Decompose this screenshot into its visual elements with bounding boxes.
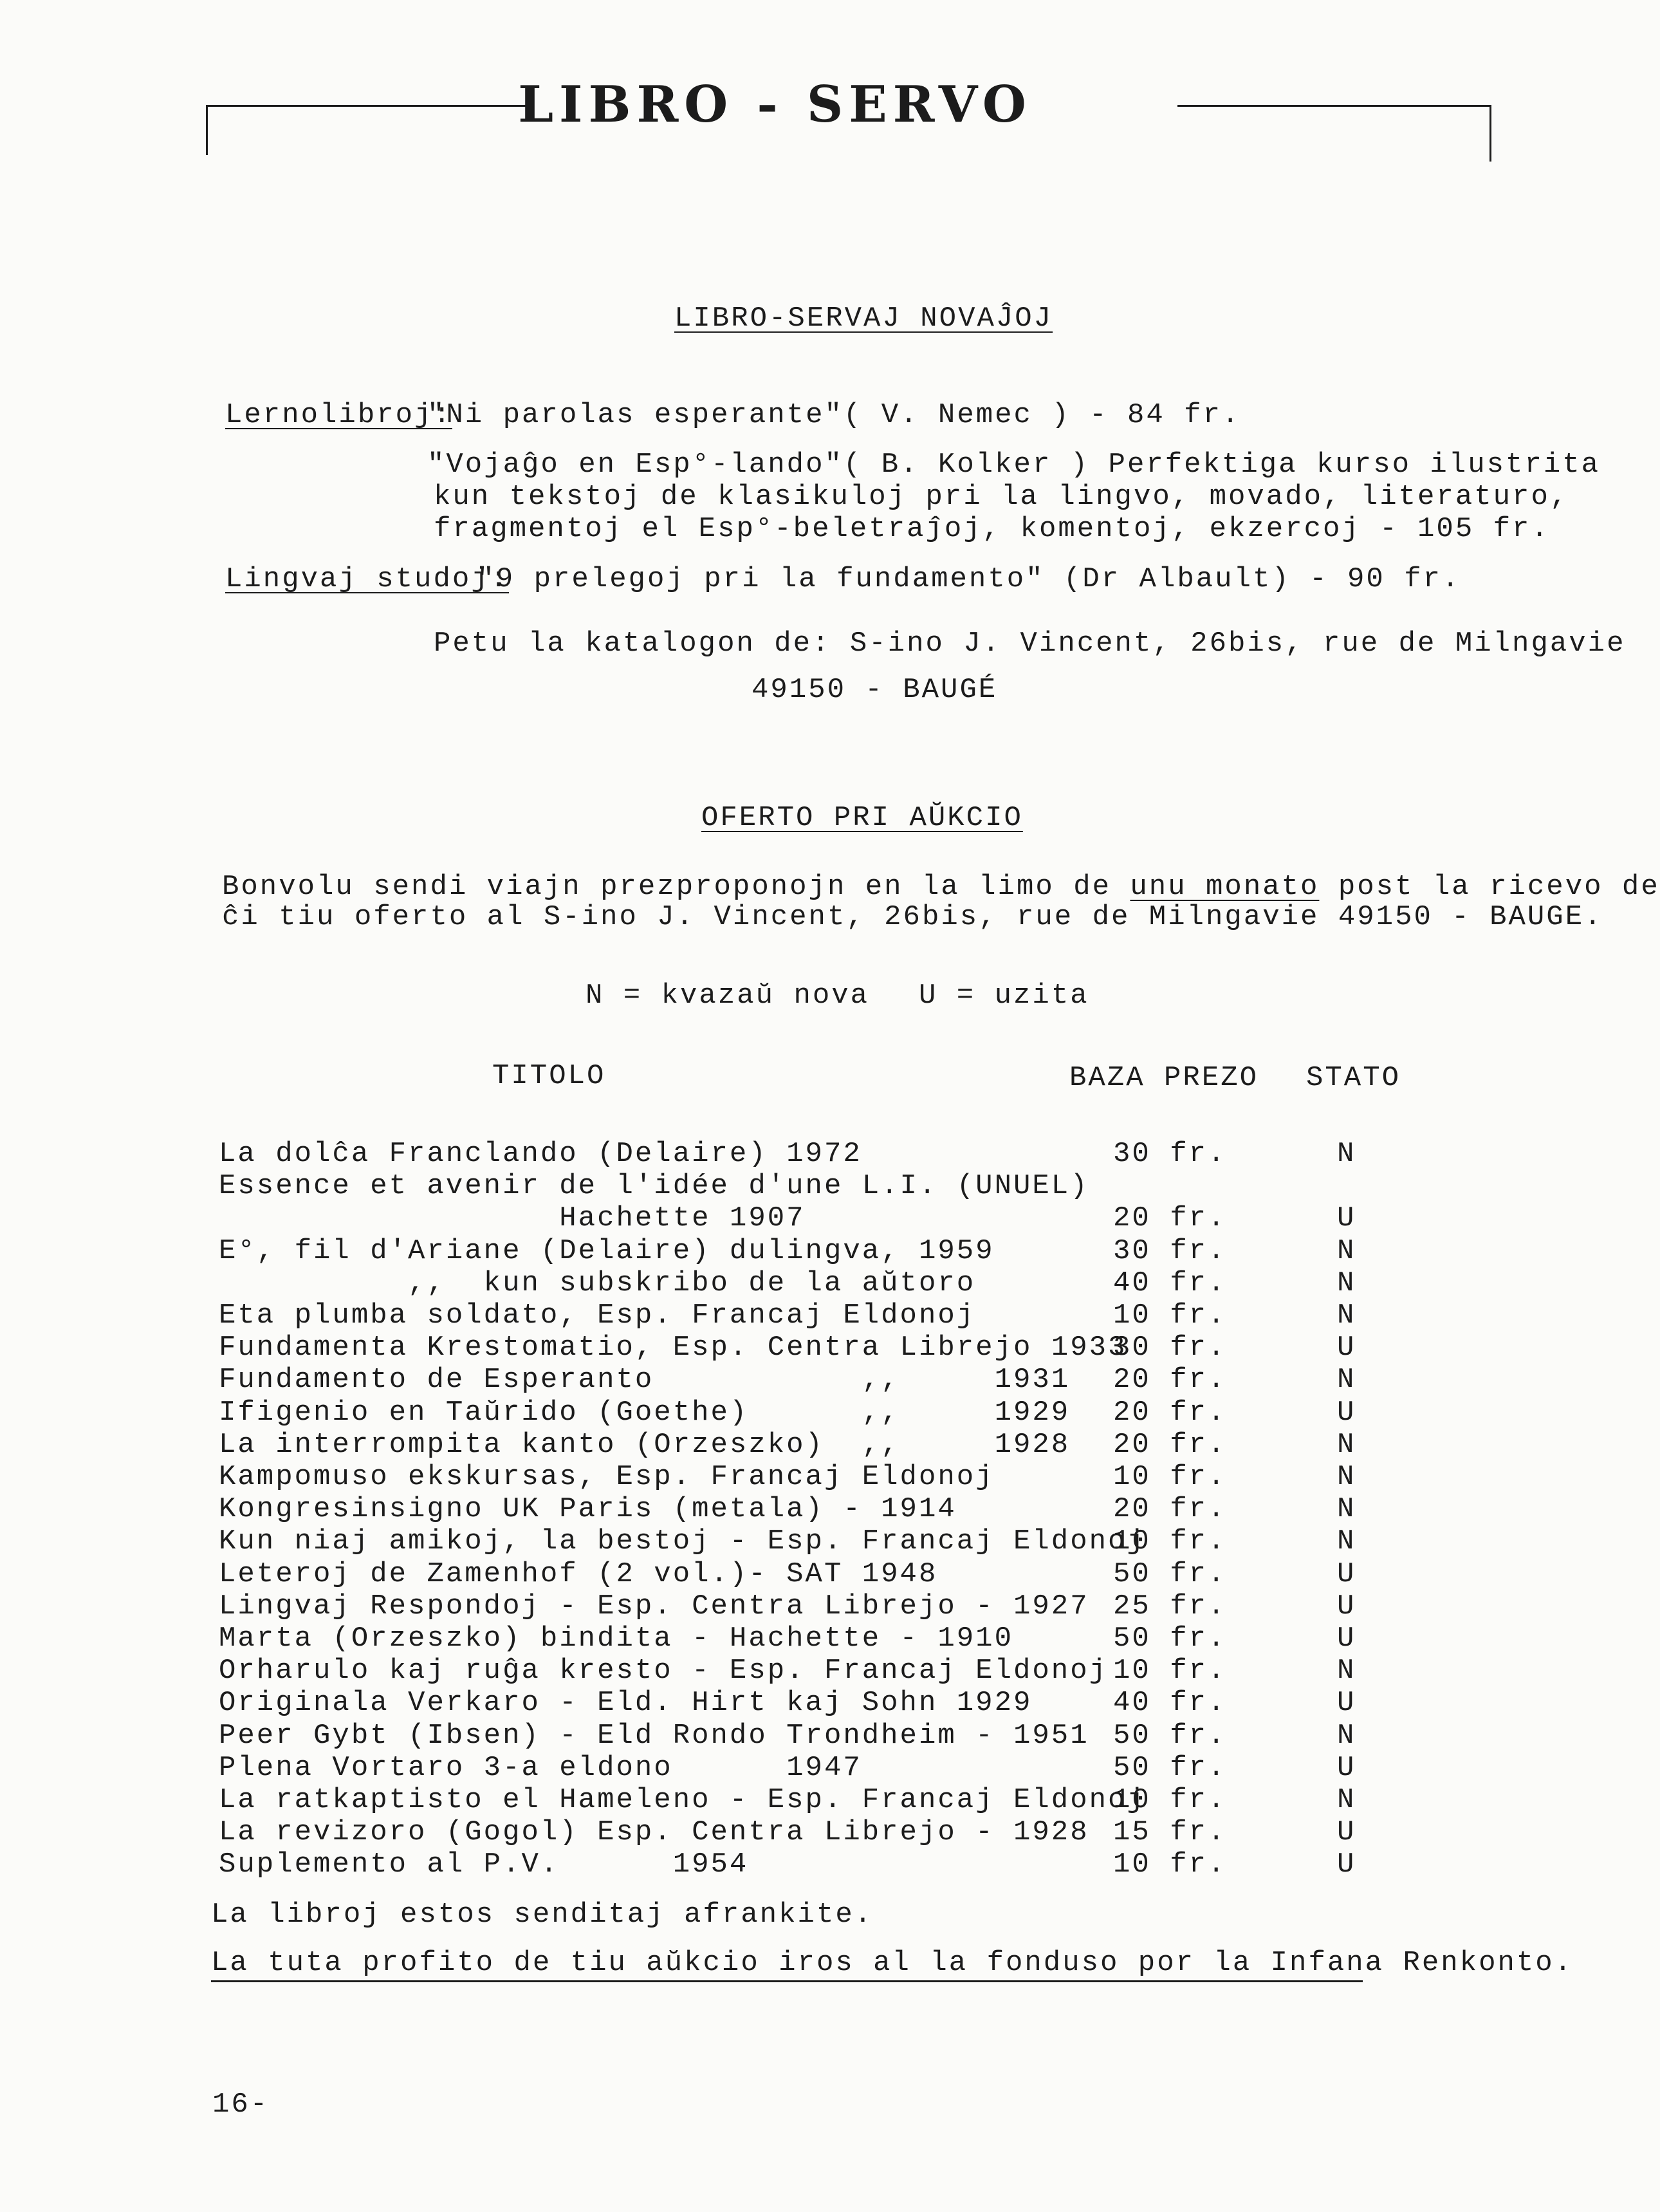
row-price: 15 fr. (1113, 1816, 1227, 1848)
intro-deadline: unu monato (1130, 871, 1320, 903)
row-price: 30 fr. (1113, 1235, 1227, 1267)
row-price: 20 fr. (1113, 1364, 1227, 1396)
row-state: U (1337, 1848, 1356, 1881)
row-title: Essence et avenir de l'idée d'une L.I. (UNUEL) (219, 1170, 1089, 1202)
row-price: 40 fr. (1113, 1267, 1227, 1299)
row-price: 20 fr. (1113, 1493, 1227, 1525)
lernolibroj-line-4: fragmentoj el Esp°-beletraĵoj, komentoj, ekzercoj - 105 fr. (434, 513, 1550, 545)
row-title: Kampomuso ekskursas, Esp. Francaj Eldonoj (219, 1461, 995, 1493)
legend-new: N = kvazaŭ nova (586, 980, 870, 1012)
lernolibroj-line-2: "Vojaĝo en Esp°-lando"( B. Kolker ) Perfektiga kurso ilustrita (427, 449, 1601, 481)
row-state: U (1337, 1397, 1356, 1429)
row-title: Fundamento de Esperanto ,, 1931 (219, 1364, 1071, 1396)
row-state: U (1337, 1687, 1356, 1719)
lernolibroj-line-1: "Ni parolas esperante"( V. Nemec ) - 84 fr. (427, 399, 1241, 431)
row-price: 20 fr. (1113, 1429, 1227, 1461)
column-header-title: TITOLO (492, 1060, 606, 1092)
row-state: U (1337, 1558, 1356, 1590)
lingvaj-studoj-line: "9 prelegoj pri la fundamento" (Dr Albault) - 90 fr. (458, 563, 1461, 595)
row-state: U (1337, 1202, 1356, 1234)
intro-text-b: post la ricevo de (1319, 871, 1660, 903)
page-number: 16- (212, 2088, 270, 2121)
row-state: N (1337, 1267, 1356, 1299)
footer-underline (211, 1980, 1363, 1982)
row-state: U (1337, 1332, 1356, 1364)
row-title: Plena Vortaro 3-a eldono 1947 (219, 1752, 862, 1784)
row-title: Marta (Orzeszko) bindita - Hachette - 1910 (219, 1622, 1013, 1655)
row-price: 50 fr. (1113, 1622, 1227, 1655)
row-price: 50 fr. (1113, 1752, 1227, 1784)
row-state: N (1337, 1138, 1356, 1170)
row-state: N (1337, 1525, 1356, 1557)
row-price: 10 fr. (1113, 1848, 1227, 1881)
section-heading-auction: OFERTO PRI AŬKCIO (701, 802, 1023, 834)
row-price: 10 fr. (1113, 1299, 1227, 1332)
row-title: Originala Verkaro - Eld. Hirt kaj Sohn 1929 (219, 1687, 1033, 1719)
row-price: 20 fr. (1113, 1202, 1227, 1234)
lingvaj-studoj-label: Lingvaj studoj: (225, 563, 510, 595)
row-price: 50 fr. (1113, 1558, 1227, 1590)
row-title: La dolĉa Franclando (Delaire) 1972 (219, 1138, 862, 1170)
row-price: 10 fr. (1113, 1784, 1227, 1816)
row-price: 50 fr. (1113, 1720, 1227, 1752)
row-title: Lingvaj Respondoj - Esp. Centra Librejo - 1927 (219, 1590, 1089, 1622)
catalog-address: 49150 - BAUGÉ (752, 674, 998, 706)
row-state: N (1337, 1299, 1356, 1332)
row-price: 40 fr. (1113, 1687, 1227, 1719)
row-title: Leteroj de Zamenhof (2 vol.)- SAT 1948 (219, 1558, 938, 1590)
row-title: Fundamenta Krestomatio, Esp. Centra Librejo 1933 (219, 1332, 1127, 1364)
row-title: ,, kun subskribo de la aŭtoro (219, 1267, 976, 1299)
row-price: 10 fr. (1113, 1655, 1227, 1687)
shipping-note: La libroj estos senditaj afrankite. (211, 1899, 874, 1931)
column-header-state: STATO (1306, 1062, 1401, 1094)
catalog-request: Petu la katalogon de: S-ino J. Vincent, 26bis, rue de Milngavie (434, 627, 1626, 660)
row-state: N (1337, 1235, 1356, 1267)
row-title: La ratkaptisto el Hameleno - Esp. Francaj Eldonoj (219, 1784, 1146, 1816)
row-state: N (1337, 1720, 1356, 1752)
row-title: Kongresinsigno UK Paris (metala) - 1914 (219, 1493, 957, 1525)
footer-statement: La tuta profito de tiu aŭkcio iros al la fonduso por la Infana Renkonto. (211, 1947, 1574, 1979)
lernolibroj-label: Lernolibroj: (225, 399, 452, 431)
row-state: N (1337, 1493, 1356, 1525)
row-state: U (1337, 1590, 1356, 1622)
section-heading-novajoj: LIBRO-SERVAJ NOVAĴOJ (674, 302, 1053, 335)
row-price: 30 fr. (1113, 1332, 1227, 1364)
row-title: Orharulo kaj ruĝa kresto - Esp. Francaj Eldonoj (219, 1655, 1109, 1687)
row-title: E°, fil d'Ariane (Delaire) dulingva, 1959 (219, 1235, 995, 1267)
row-title: La interrompita kanto (Orzeszko) ,, 1928 (219, 1429, 1071, 1461)
row-title: Suplemento al P.V. 1954 (219, 1848, 749, 1881)
auction-intro-line-1 (222, 871, 1660, 903)
row-state: N (1337, 1655, 1356, 1687)
row-state: N (1337, 1461, 1356, 1493)
auction-intro-line-2: ĉi tiu oferto al S-ino J. Vincent, 26bis, rue de Milngavie 49150 - BAUGE. (222, 901, 1603, 933)
row-state: U (1337, 1816, 1356, 1848)
row-price: 30 fr. (1113, 1138, 1227, 1170)
row-state: N (1337, 1429, 1356, 1461)
row-price: 10 fr. (1113, 1525, 1227, 1557)
row-title: Peer Gybt (Ibsen) - Eld Rondo Trondheim - 1951 (219, 1720, 1089, 1752)
row-state: U (1337, 1752, 1356, 1784)
row-price: 10 fr. (1113, 1461, 1227, 1493)
row-price: 25 fr. (1113, 1590, 1227, 1622)
row-title: Ifigenio en Taŭrido (Goethe) ,, 1929 (219, 1397, 1071, 1429)
intro-text-a: Bonvolu sendi viajn prezproponojn en la limo de (222, 871, 1130, 903)
legend-used: U = uzita (919, 980, 1089, 1012)
row-state: N (1337, 1364, 1356, 1396)
row-title: Eta plumba soldato, Esp. Francaj Eldonoj (219, 1299, 976, 1332)
column-header-price: BAZA PREZO (1069, 1062, 1259, 1094)
row-title: Kun niaj amikoj, la bestoj - Esp. Francaj Eldonoj (219, 1525, 1146, 1557)
row-price: 20 fr. (1113, 1397, 1227, 1429)
row-title: La revizoro (Gogol) Esp. Centra Librejo - 1928 (219, 1816, 1089, 1848)
row-title: Hachette 1907 (219, 1202, 806, 1234)
masthead-title: LIBRO - SERVO (518, 75, 1032, 134)
row-state: N (1337, 1784, 1356, 1816)
lernolibroj-line-3: kun tekstoj de klasikuloj pri la lingvo, movado, literaturo, (434, 481, 1569, 513)
row-state: U (1337, 1622, 1356, 1655)
